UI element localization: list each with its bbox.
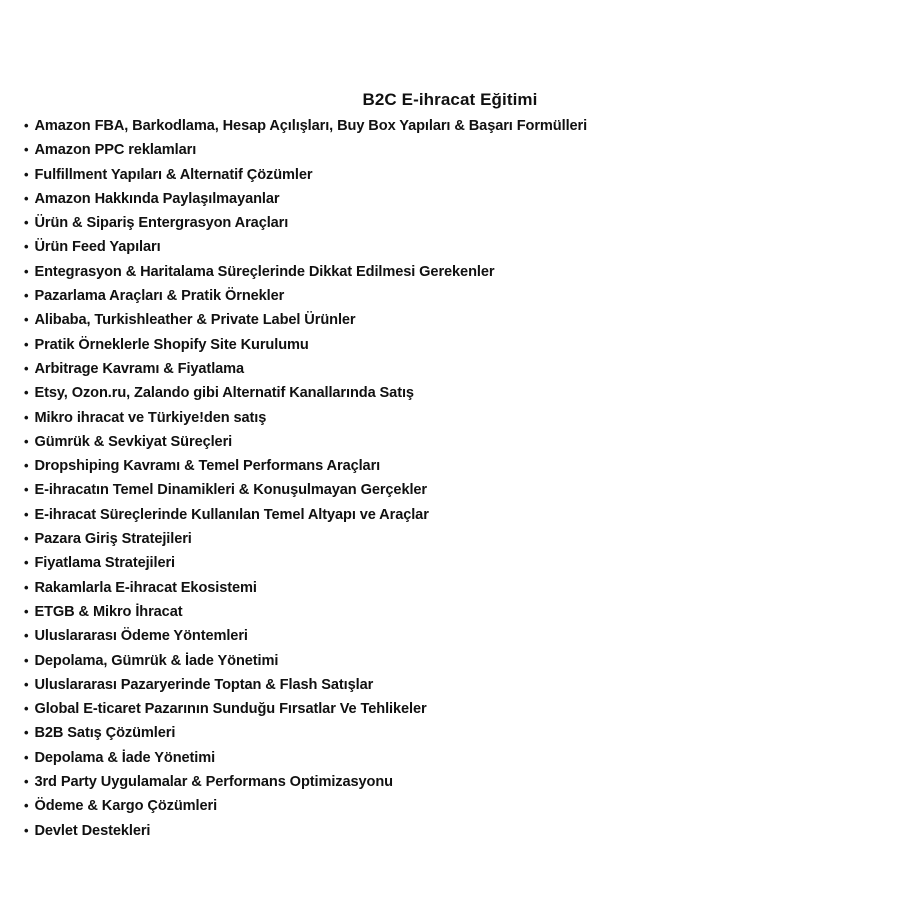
list-item: [24, 260, 876, 284]
bullet-icon: •: [24, 482, 29, 498]
list-item: [24, 308, 876, 332]
list-item-text: Pazara Giriş Stratejileri: [34, 531, 192, 548]
list-item-text: 3rd Party Uygulamalar & Performans Optimizasyonu: [34, 774, 393, 791]
list-item-text: Arbitrage Kavramı & Fiyatlama: [34, 360, 245, 377]
bullet-icon: •: [24, 360, 29, 376]
bullet-icon: •: [24, 288, 29, 304]
list-item-text: E-ihracat Süreçlerinde Kullanılan Temel Altyapı ve Araçlar: [34, 506, 429, 523]
list-item: [24, 770, 876, 794]
bullet-icon: •: [24, 749, 29, 765]
bullet-icon: •: [24, 263, 29, 279]
bullet-icon: •: [24, 628, 29, 644]
list-item-text: Fulfillment Yapıları & Alternatif Çözümler: [34, 166, 313, 183]
list-item-text: Pratik Örneklerle Shopify Site Kurulumu: [34, 336, 309, 353]
list-item: [24, 187, 876, 211]
list-item-text: Alibaba, Turkishleather & Private Label Ürünler: [34, 312, 356, 329]
bullet-icon: •: [24, 774, 29, 790]
list-item-text: B2B Satış Çözümleri: [34, 725, 176, 742]
list-item: [24, 624, 876, 648]
page-title: B2C E-ihracat Eğitimi: [362, 90, 538, 109]
list-item-text: Amazon Hakkında Paylaşılmayanlar: [34, 190, 280, 207]
bullet-icon: •: [24, 555, 29, 571]
list-item-text: Mikro ihracat ve Türkiye!den satış: [34, 409, 267, 426]
list-item-text: Ürün & Sipariş Entergrasyon Araçları: [34, 215, 289, 232]
list-item: [24, 673, 876, 697]
list-item-text: Amazon FBA, Barkodlama, Hesap Açılışları, Buy Box Yapıları & Başarı Formülleri: [34, 118, 588, 134]
list-item-text: Dropshiping Kavramı & Temel Performans Araçları: [34, 458, 381, 475]
list-item: [24, 138, 876, 162]
list-item: [24, 503, 876, 527]
list-item-text: Global E-ticaret Pazarının Sunduğu Fırsatlar Ve Tehlikeler: [34, 701, 427, 718]
list-item-text: Ödeme & Kargo Çözümleri: [34, 798, 218, 815]
list-item: [24, 163, 876, 187]
bullet-icon: •: [24, 166, 29, 182]
list-item-text: Rakamlarla E-ihracat Ekosistemi: [34, 579, 257, 596]
list-item: [24, 430, 876, 454]
bullet-icon: •: [24, 701, 29, 717]
bullet-icon: •: [24, 190, 29, 206]
bullet-icon: •: [24, 603, 29, 619]
bullet-icon: •: [24, 725, 29, 741]
bullet-icon: •: [24, 506, 29, 522]
list-item: [24, 357, 876, 381]
list-item-text: Amazon PPC reklamları: [34, 142, 197, 159]
list-item-text: Depolama & İade Yönetimi: [34, 749, 216, 766]
list-item: [24, 527, 876, 551]
bullet-icon: •: [24, 579, 29, 595]
bullet-icon: •: [24, 336, 29, 352]
list-item: [24, 381, 876, 405]
bullet-icon: •: [24, 822, 29, 838]
list-item-text: Devlet Destekleri: [34, 822, 151, 839]
topic-list: [24, 114, 876, 843]
list-item-text: Ürün Feed Yapıları: [34, 239, 161, 256]
bullet-icon: •: [24, 458, 29, 474]
list-item: [24, 284, 876, 308]
bullet-icon: •: [24, 531, 29, 547]
list-item-text: Entegrasyon & Haritalama Süreçlerinde Dikkat Edilmesi Gerekenler: [34, 263, 495, 280]
list-item: [24, 819, 876, 843]
bullet-icon: •: [24, 239, 29, 255]
list-item: [24, 746, 876, 770]
list-item: [24, 600, 876, 624]
list-item-text: ETGB & Mikro İhracat: [34, 603, 183, 620]
list-item-text: Fiyatlama Stratejileri: [34, 555, 176, 572]
list-item-text: Depolama, Gümrük & İade Yönetimi: [34, 652, 279, 669]
list-item: [24, 697, 876, 721]
list-item: [24, 721, 876, 745]
list-item: [24, 576, 876, 600]
list-item: [24, 478, 876, 502]
list-item: [24, 235, 876, 259]
list-item: [24, 551, 876, 575]
list-item-text: Uluslararası Ödeme Yöntemleri: [34, 628, 248, 645]
bullet-icon: •: [24, 118, 29, 133]
list-item: [24, 649, 876, 673]
list-item-text: Gümrük & Sevkiyat Süreçleri: [34, 433, 233, 450]
list-item: [24, 114, 876, 138]
bullet-icon: •: [24, 433, 29, 449]
bullet-icon: •: [24, 142, 29, 158]
bullet-icon: •: [24, 312, 29, 328]
list-item: [24, 333, 876, 357]
list-item: [24, 211, 876, 235]
list-item: [24, 794, 876, 818]
bullet-icon: •: [24, 409, 29, 425]
list-item: [24, 406, 876, 430]
list-item: [24, 454, 876, 478]
list-item-text: Pazarlama Araçları & Pratik Örnekler: [34, 288, 285, 305]
bullet-icon: •: [24, 652, 29, 668]
bullet-icon: •: [24, 215, 29, 231]
bullet-icon: •: [24, 676, 29, 692]
list-item-text: Etsy, Ozon.ru, Zalando gibi Alternatif Kanallarında Satış: [34, 385, 414, 402]
bullet-icon: •: [24, 798, 29, 814]
list-item-text: Uluslararası Pazaryerinde Toptan & Flash Satışlar: [34, 676, 374, 693]
bullet-icon: •: [24, 385, 29, 401]
list-item-text: E-ihracatın Temel Dinamikleri & Konuşulmayan Gerçekler: [34, 482, 428, 499]
